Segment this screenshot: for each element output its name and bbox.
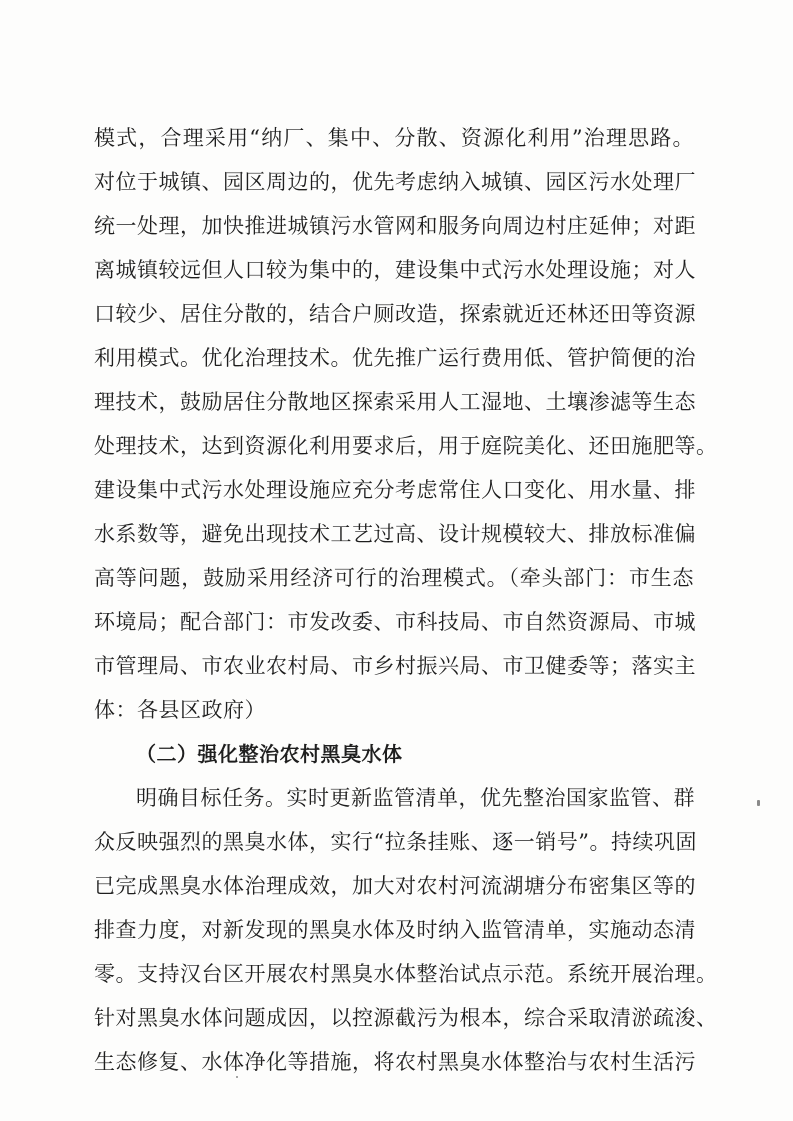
- paragraph-2-line-7: 生态修复、水体净化等措施，将农村黑臭水体整治与农村生活污: [94, 1050, 696, 1074]
- paragraph-1-line-5: 口较少、居住分散的，结合户厕改造，探索就近还林还田等资源: [94, 302, 696, 326]
- paragraph-1-line-3: 统一处理，加快推进城镇污水管网和服务向周边村庄延伸；对距: [94, 214, 696, 238]
- paragraph-2-line-2: 众反映强烈的黑臭水体，实行“拉条挂账、逐一销号”。持续巩固: [94, 830, 697, 854]
- paragraph-1-line-7: 理技术，鼓励居住分散地区探索采用人工湿地、土壤渗滤等生态: [94, 390, 696, 414]
- section-heading: （二）强化整治农村黑臭水体: [136, 742, 403, 766]
- paragraph-1-line-8: 处理技术，达到资源化利用要求后，用于庭院美化、还田施肥等。: [94, 434, 718, 458]
- paragraph-2-line-1: 明确目标任务。实时更新监管清单，优先整治国家监管、群: [136, 786, 695, 810]
- paragraph-2-line-3: 已完成黑臭水体治理成效，加大对农村河流湖塘分布密集区等的: [94, 874, 696, 898]
- scan-speck: [757, 800, 760, 806]
- paragraph-2-line-6: 针对黑臭水体问题成因，以控源截污为根本，综合采取清淤疏浚、: [94, 1006, 718, 1030]
- paragraph-1-line-1: 模式，合理采用“纳厂、集中、分散、资源化利用”治理思路。: [94, 126, 694, 150]
- paragraph-1-line-12: 环境局；配合部门：市发改委、市科技局、市自然资源局、市城: [94, 610, 696, 634]
- paragraph-1-line-14: 体：各县区政府）: [94, 698, 266, 722]
- scan-speck: [236, 1076, 238, 1078]
- paragraph-1-line-13: 市管理局、市农业农村局、市乡村振兴局、市卫健委等；落实主: [94, 654, 696, 678]
- paragraph-1-line-10: 水系数等，避免出现技术工艺过高、设计规模较大、排放标准偏: [94, 522, 696, 546]
- paragraph-1-line-6: 利用模式。优化治理技术。优先推广运行费用低、管护简便的治: [94, 346, 696, 370]
- paragraph-1-line-11: 高等问题，鼓励采用经济可行的治理模式。（牵头部门：市生态: [94, 566, 694, 590]
- paragraph-1-line-4: 离城镇较远但人口较为集中的，建设集中式污水处理设施；对人: [94, 258, 696, 282]
- paragraph-1-line-9: 建设集中式污水处理设施应充分考虑常住人口变化、用水量、排: [94, 478, 696, 502]
- paragraph-2-line-5: 零。支持汉台区开展农村黑臭水体整治试点示范。系统开展治理。: [94, 962, 718, 986]
- paragraph-1-line-2: 对位于城镇、园区周边的，优先考虑纳入城镇、园区污水处理厂: [94, 170, 696, 194]
- paragraph-2-line-4: 排查力度，对新发现的黑臭水体及时纳入监管清单，实施动态清: [94, 918, 696, 942]
